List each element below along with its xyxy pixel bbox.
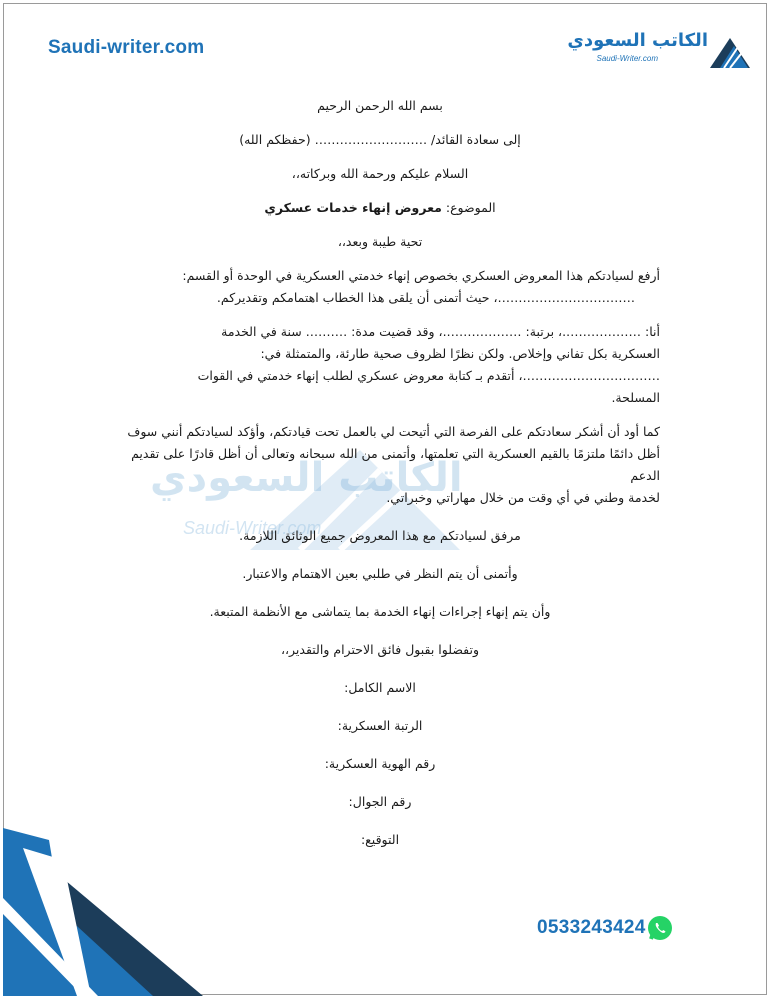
thanks-line-2: أظل دائمًا ملتزمًا بالقيم العسكرية التي تعلمتها، وأتمنى من الله سبحانه وتعالى أن أظل قادرًا على تقديم الدعم [131,446,660,483]
signature-field: التوقيع: [360,832,400,847]
site-url[interactable]: Saudi-writer.com [48,37,205,58]
intro-line-2: ……………………………، حيث أتمنى أن يلقى هذا الخطاب اهتمامكم وتقديركم. [216,290,635,305]
watermark-arabic-text: الكاتب السعودي [150,455,463,501]
hope-line: وأتمنى أن يتم النظر في طلبي بعين الاهتمام والاعتبار. [242,566,518,581]
full-name-field: الاسم الكامل: [344,680,416,695]
thanks-line-1: كما أود أن أشكر سعادتكم على الفرصة التي أتيحت لي بالعمل تحت قيادتكم، وأؤكد لسيادتكم أنني سوف [127,424,660,439]
subject-label: الموضوع: [445,200,496,215]
attachment-line: مرفق لسيادتكم مع هذا المعروض جميع الوثائق اللازمة. [239,528,521,543]
procedures-line: وأن يتم إنهاء إجراءات إنهاء الخدمة بما يتماشى مع الأنظمة المتبعة. [209,604,551,619]
details-line-1: أنا: ……………….، برتبة: ……………….، وقد قضيت مدة: ………. سنة في الخدمة [221,324,660,339]
phone-number[interactable]: 0533243424 [537,917,646,938]
intro-line-1: أرفع لسيادتكم هذا المعروض العسكري بخصوص إنهاء خدمتي العسكرية في الوحدة أو القسم: [182,268,660,283]
brand-logo [567,30,750,72]
letter-body [100,95,660,851]
watermark-english-text: Saudi-Writer.com [183,518,322,538]
logo-mountain-icon [710,32,750,72]
subject-value: معروض إنهاء خدمات عسكري [264,200,442,215]
details-line-4: المسلحة. [611,390,660,405]
whatsapp-icon[interactable] [646,914,674,942]
recipient-line: إلى سعادة القائد/ ……………………… (حفظكم الله) [239,132,521,147]
greeting-line: السلام عليكم ورحمة الله وبركاته،، [291,166,469,181]
logo-arabic-text: الكاتب السعودي [567,30,708,51]
basmala: بسم الله الرحمن الرحيم [317,98,443,113]
salutation-line: تحية طيبة وبعد،، [337,234,423,249]
logo-english-text: Saudi-Writer.com [596,54,658,63]
closing-line: وتفضلوا بقبول فائق الاحترام والتقدير،، [280,642,480,657]
thanks-line-3: لخدمة وطني في أي وقت من خلال مهاراتي وخبراتي. [386,490,660,505]
military-rank-field: الرتبة العسكرية: [337,718,423,733]
mobile-field: رقم الجوال: [348,794,412,809]
subject-line [100,197,660,219]
corner-decoration [3,828,203,996]
details-line-3: ……………………………، أتقدم بـ كتابة معروض عسكري لطلب إنهاء خدمتي في القوات [197,368,660,383]
military-id-field: رقم الهوية العسكرية: [324,756,436,771]
details-line-2: العسكرية بكل تفاني وإخلاص. ولكن نظرًا لظروف صحية طارئة، والمتمثلة في: [260,346,660,361]
